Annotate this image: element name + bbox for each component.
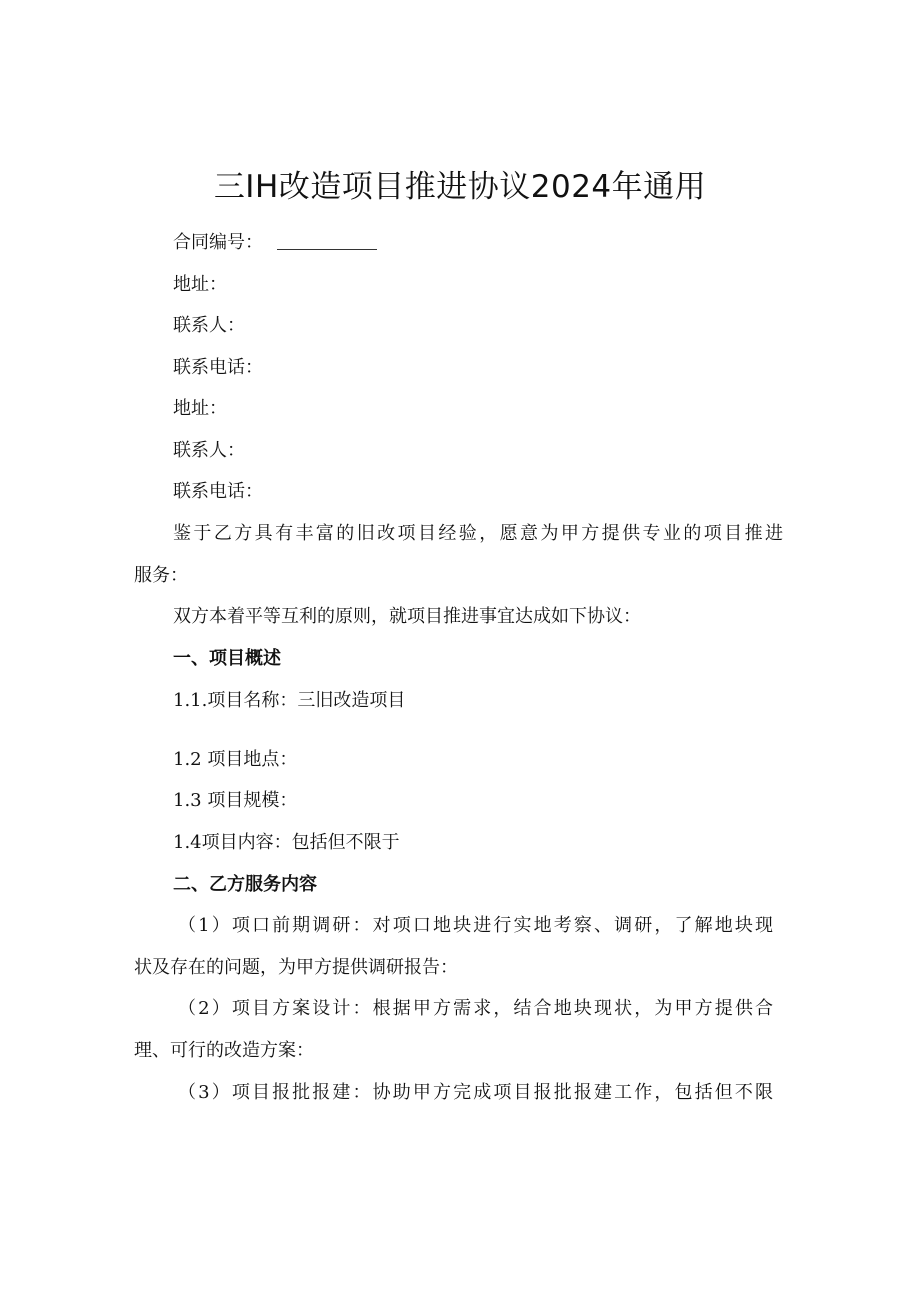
intro-paragraph-line2: 服务： bbox=[134, 565, 188, 586]
contract-number-label: 合同编号： bbox=[173, 232, 263, 253]
service-item3-line1: （3）项目报批报建：协助甲方完成项目报批报建工作，包括但不限 bbox=[178, 1082, 773, 1103]
section1-item: 1.4项目内容：包括但不限于 bbox=[173, 832, 400, 853]
intro-paragraph-line1: 鉴于乙方具有丰富的旧改项目经验，愿意为甲方提供专业的项目推进 bbox=[173, 523, 783, 544]
section1-item: 1.2 项目地点： bbox=[173, 749, 298, 770]
section1-heading: 一、项目概述 bbox=[173, 648, 281, 669]
party-a-phone: 联系电话： bbox=[173, 357, 263, 378]
agreement-paragraph: 双方本着平等互利的原则，就项目推进事宜达成如下协议： bbox=[173, 606, 641, 627]
service-item1-line2: 状及存在的问题，为甲方提供调研报告： bbox=[134, 957, 458, 978]
contract-number-blank[interactable] bbox=[277, 231, 377, 250]
service-item2-line1: （2）项目方案设计：根据甲方需求，结合地块现状，为甲方提供合 bbox=[178, 998, 773, 1019]
service-item1-line1: （1）项口前期调研：对项口地块进行实地考察、调研，了解地块现 bbox=[178, 915, 773, 936]
party-b-contact: 联系人： bbox=[173, 440, 245, 461]
section1-item: 1.1.项目名称：三旧改造项目 bbox=[173, 690, 406, 711]
party-b-phone: 联系电话： bbox=[173, 481, 263, 502]
party-a-contact: 联系人： bbox=[173, 315, 245, 336]
contract-number-line bbox=[173, 229, 377, 257]
service-item2-line2: 理、可行的改造方案： bbox=[134, 1040, 314, 1061]
document-title: 三IH改造项目推进协议2024年通用 bbox=[213, 169, 707, 205]
section2-heading: 二、乙方服务内容 bbox=[173, 874, 317, 895]
section1-item: 1.3 项目规模： bbox=[173, 790, 298, 811]
party-b-address: 地址： bbox=[173, 398, 227, 419]
party-a-address: 地址： bbox=[173, 274, 227, 295]
